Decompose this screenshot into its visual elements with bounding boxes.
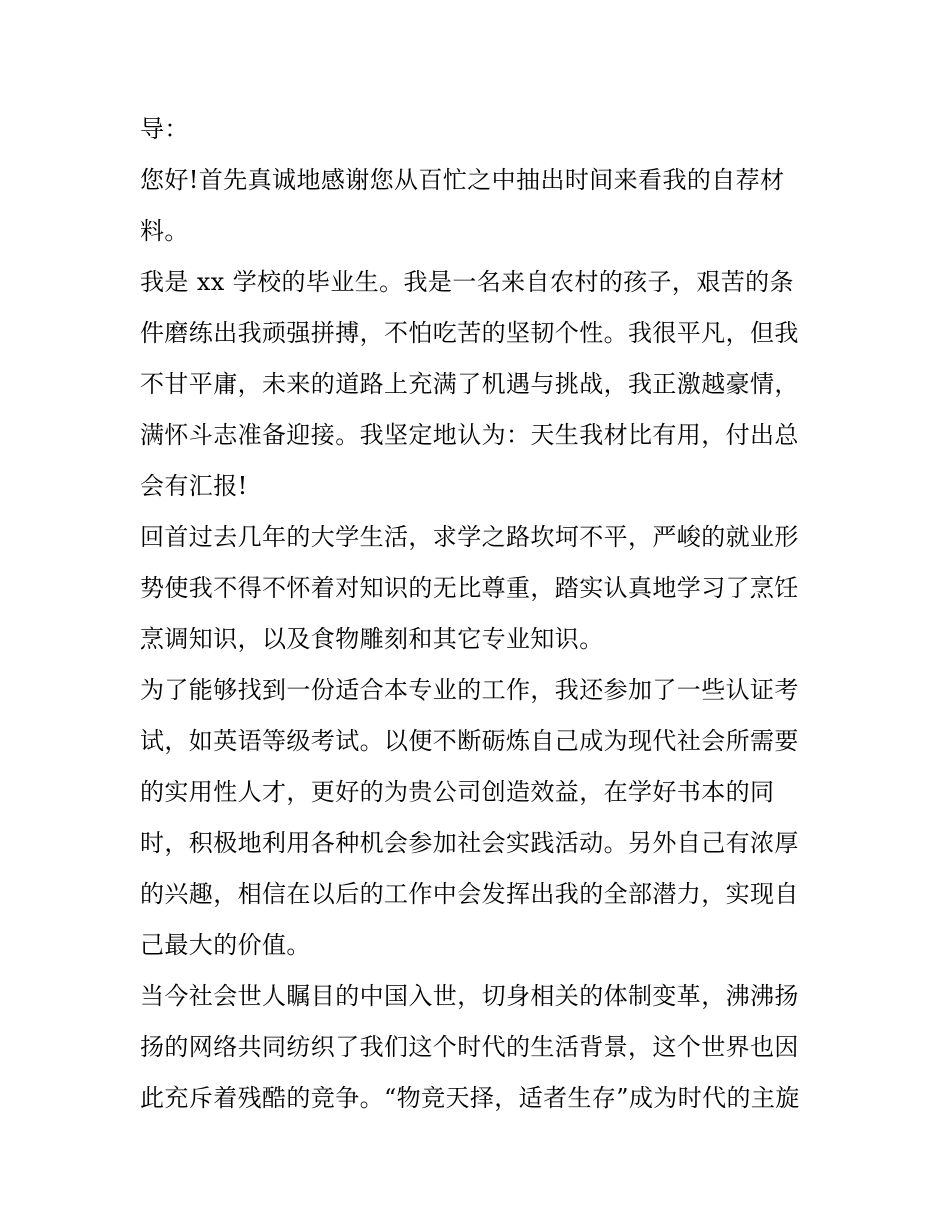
text-line: 满怀斗志准备迎接。我坚定地认为：天生我材比有用，付出总 [140, 421, 799, 449]
text-line: 势使我不得不怀着对知识的无比尊重，踏实认真地学习了烹饪 [140, 574, 799, 602]
text-line: 烹调知识，以及食物雕刻和其它专业知识。 [140, 625, 604, 653]
text-line: 时，积极地利用各种机会参加社会实践活动。另外自己有浓厚 [140, 829, 799, 857]
text-line: 扬的网络共同纺织了我们这个时代的生活背景，这个世界也因 [140, 1033, 799, 1061]
text-line: 件磨练出我顽强拼搏，不怕吃苦的坚韧个性。我很平凡，但我 [140, 319, 799, 347]
text-line: 导： [140, 115, 189, 143]
text-line: 会有汇报! [140, 472, 248, 500]
text-line: 己最大的价值。 [140, 931, 311, 959]
text-line: 试，如英语等级考试。以便不断砺炼自己成为现代社会所需要 [140, 727, 799, 755]
letter-body [140, 104, 820, 1124]
text-line: 的实用性人才，更好的为贵公司创造效益，在学好书本的同 [140, 778, 775, 806]
text-line: 此充斥着残酷的竞争。“物竞天择，适者生存”成为时代的主旋 [140, 1084, 800, 1112]
text-line: 您好!首先真诚地感谢您从百忙之中抽出时间来看我的自荐材 [140, 166, 785, 194]
text-line: 的兴趣，相信在以后的工作中会发挥出我的全部潜力，实现自 [140, 880, 799, 908]
text-line: 为了能够找到一份适合本专业的工作，我还参加了一些认证考 [140, 676, 799, 704]
text-line: 当今社会世人瞩目的中国入世，切身相关的体制变革，沸沸扬 [140, 982, 799, 1010]
text-line: 不甘平庸，未来的道路上充满了机遇与挑战，我正激越豪情， [140, 370, 799, 398]
text-line: 料。 [140, 217, 189, 245]
text-line: 我是 xx 学校的毕业生。我是一名来自农村的孩子，艰苦的条 [140, 268, 794, 296]
text-line: 回首过去几年的大学生活，求学之路坎坷不平，严峻的就业形 [140, 523, 799, 551]
